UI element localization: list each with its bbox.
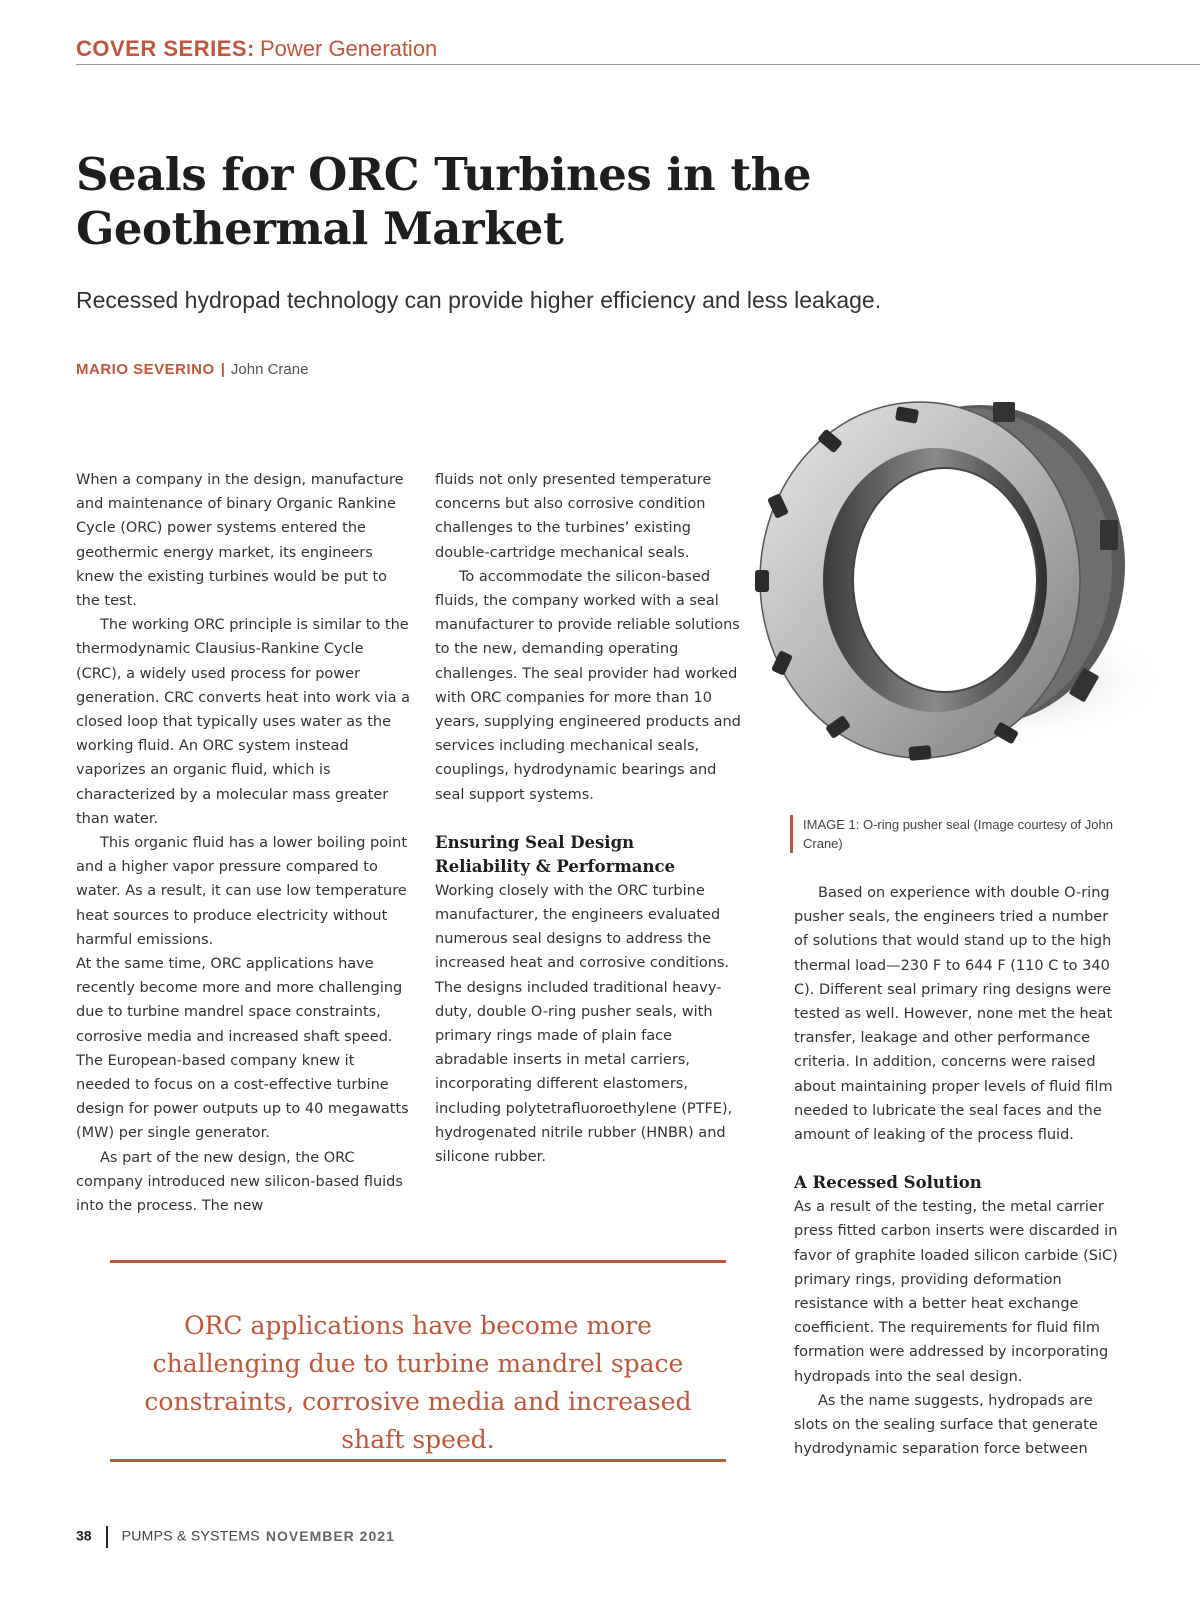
section-header bbox=[76, 36, 1200, 65]
issue-date: NOVEMBER 2021 bbox=[265, 1527, 395, 1544]
body-paragraph: As a result of the testing, the metal carrier press fitted carbon inserts were discarded in favor of graphite loaded silicon carbide (SiC) primary rings, providing deformation resistance with a better heat exchange coefficient. The requirements for fluid film formation were addressed by incorporating hydropads into the seal design. bbox=[794, 1199, 1118, 1385]
title-line-2: Geothermal Market bbox=[76, 202, 564, 255]
pull-quote bbox=[110, 1260, 726, 1462]
article-subtitle: Recessed hydropad technology can provide higher efficiency and less leakage. bbox=[76, 287, 882, 313]
pull-quote-text: ORC applications have become more challenging due to turbine mandrel space constraints, corrosive media and increased shaft speed. bbox=[144, 1311, 692, 1454]
section-heading: A Recessed Solution bbox=[794, 1173, 982, 1193]
series-topic: Power Generation bbox=[259, 36, 438, 61]
byline-separator: | bbox=[220, 361, 225, 378]
body-paragraph: At the same time, ORC applications have recently become more and more challenging due to turbine mandrel space constraints, corrosive media and increased shaft speed. The European-based company knew it needed to focus on a cost-effective turbine design for power outputs up to 40 megawatts (MW) per single generator. bbox=[76, 956, 409, 1142]
page-number: 38 bbox=[76, 1527, 92, 1544]
o-ring-pusher-seal-image bbox=[735, 390, 1175, 770]
body-paragraph: Working closely with the ORC turbine manufacturer, the engineers evaluated numerous seal designs to address the increased heat and corrosive conditions. The designs included traditional heavy-duty, double O-ring pusher seals, with primary rings made of plain face abradable inserts in metal carriers, incorporating different elastomers, including polytetrafluoroethylene (PTFE), hydrogenated nitrile rubber (HNBR) and silicone rubber. bbox=[435, 882, 733, 1166]
body-paragraph: To accommodate the silicon-based fluids, the company worked with a seal manufacturer to provide reliable solutions to the new, demanding operating challenges. The seal provider had worked with ORC companies for more than 10 years, supplying engineered products and services including mechanical seals, couplings, hydrodynamic bearings and seal support systems. bbox=[435, 568, 741, 803]
title-line-1: Seals for ORC Turbines in the bbox=[76, 148, 812, 201]
article-column-3 bbox=[794, 881, 1124, 1461]
publication-name: PUMPS & SYSTEMS bbox=[121, 1527, 260, 1544]
section-heading bbox=[435, 831, 745, 879]
section-heading-line-2: Reliability & Performance bbox=[435, 856, 676, 876]
article-column-1 bbox=[76, 468, 412, 1218]
byline bbox=[76, 361, 308, 378]
body-paragraph: Based on experience with double O-ring pusher seals, the engineers tried a number of solutions that would stand up to the high thermal load—230 F to 644 F (110 C to 340 C). Different seal primary ring designs were tested as well. However, none met the heat transfer, leakage and other performance criteria. In addition, concerns were raised about maintaining proper levels of fluid film needed to lubricate the seal faces and the amount of leaking of the process fluid. bbox=[794, 885, 1113, 1144]
body-paragraph: The working ORC principle is similar to the thermodynamic Clausius-Rankine Cycle (CRC), a widely used process for power generation. CRC converts heat into work via a closed loop that typically uses water as the working fluid. An ORC system instead vaporizes an organic fluid, which is characterized by a molecular mass greater than water. bbox=[76, 617, 410, 827]
author-name: MARIO SEVERINO bbox=[76, 361, 215, 378]
footer-divider bbox=[106, 1526, 108, 1548]
image-caption: IMAGE 1: O-ring pusher seal (Image courtesy of John Crane) bbox=[790, 815, 1133, 853]
body-paragraph: This organic fluid has a lower boiling point and a higher vapor pressure compared to water. As a result, it can use low temperature heat sources to produce electricity without harmful emissions. bbox=[76, 835, 407, 948]
author-company: John Crane bbox=[230, 361, 309, 378]
page-footer bbox=[76, 1526, 395, 1548]
article-title bbox=[76, 148, 836, 256]
body-paragraph: As part of the new design, the ORC company introduced new silicon-based fluids into the process. The new bbox=[76, 1149, 403, 1215]
series-label: COVER SERIES: bbox=[76, 36, 255, 61]
article-column-2 bbox=[435, 468, 745, 1169]
body-paragraph: When a company in the design, manufacture and maintenance of binary Organic Rankine Cycle (ORC) power systems entered the geothermic energy market, its engineers knew the existing turbines would be put to the test. bbox=[76, 472, 404, 610]
body-paragraph: As the name suggests, hydropads are slots on the sealing surface that generate hydrodynamic separation force between bbox=[794, 1392, 1098, 1458]
section-heading-line-1: Ensuring Seal Design bbox=[435, 832, 635, 852]
body-paragraph: fluids not only presented temperature concerns but also corrosive condition challenges to the turbines’ existing double-cartridge mechanical seals. bbox=[435, 472, 712, 561]
